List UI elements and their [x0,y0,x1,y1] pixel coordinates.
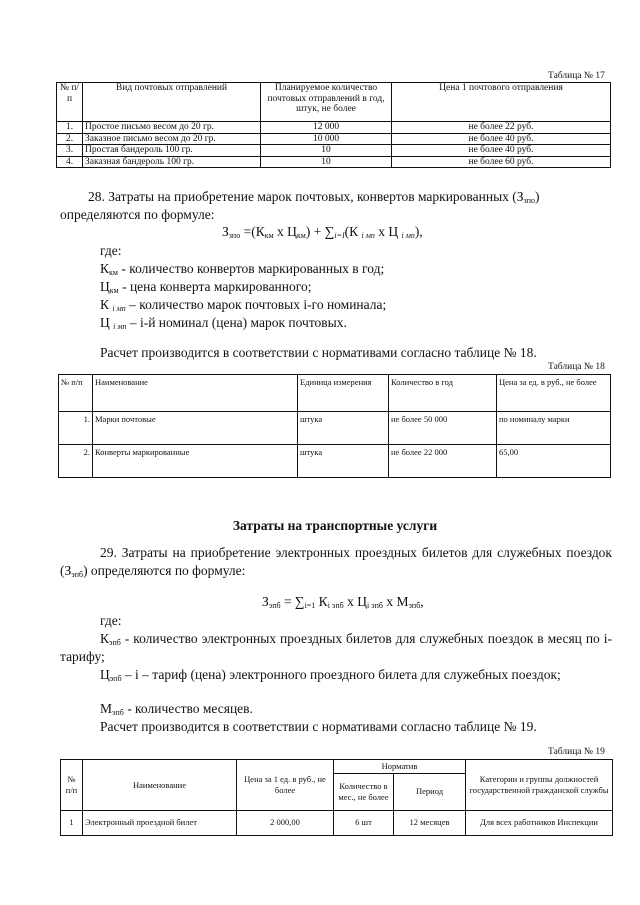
section28-def [100,296,386,314]
cell-price: не более 40 руб. [392,145,611,157]
formula-sub: км [296,231,306,240]
col-header-qty: Количество в мес., не более [334,773,394,810]
transport-calc: Расчет производится в соответствии с нормативами согласно таблице № 19. [100,719,537,734]
table-header-row [59,375,611,412]
col-header-period: Период [394,773,466,810]
table-row [61,810,613,835]
table-row [57,133,611,145]
section28-intro-end: ) [534,189,540,204]
def-symbol: К [100,631,110,646]
def-text: – количество марок почтовых i-го номинала; [125,297,387,312]
def-sub: эпб [112,708,124,717]
transport-p1-sub: эпб [71,569,84,579]
cell-qty: 6 шт [334,810,394,835]
formula-sub: i мп [361,231,375,240]
cell-type: Простое письмо весом до 20 гр. [83,122,261,134]
cell-name: Электронный проездной билет [83,810,237,835]
section28-formula [222,224,423,240]
section28-def [100,260,384,278]
cell-num: 3. [57,145,83,157]
formula-part: К [315,594,328,609]
table-row [57,156,611,168]
transport-def [60,630,612,665]
col-header-num: № п/п [57,83,83,122]
cell-num: 1. [57,122,83,134]
cell-price: по номиналу марки [497,412,611,445]
section28-def [100,278,311,296]
table-header-row [57,83,611,122]
formula-part: (К [344,224,362,239]
col-header-name: Наименование [83,760,237,811]
cell-price: не более 60 руб. [392,156,611,168]
formula-part: = ∑ [280,594,305,609]
table17-caption: Таблица № 17 [548,71,605,81]
cell-num: 1. [59,412,93,445]
col-header-unit: Единица измерения [298,375,389,412]
transport-def [100,700,253,718]
table19 [60,759,613,836]
def-text: – i – тариф (цена) электронного проездного билета для служебных поездок; [121,667,561,682]
cell-price: не более 40 руб. [392,133,611,145]
formula-part: З [262,594,269,609]
def-symbol: Ц [100,667,110,682]
formula-part: ), [414,224,423,239]
def-text: - цена конверта маркированного; [118,279,312,294]
table-row [59,445,611,478]
table-row [59,412,611,445]
col-header-qty: Количество в год [389,375,497,412]
cell-price: не более 22 руб. [392,122,611,134]
cell-num: 2. [59,445,93,478]
def-sub: i мп [113,322,127,331]
col-header-norm: Норматив [334,760,466,774]
table-row [57,145,611,157]
cell-qty: не более 50 000 [389,412,497,445]
formula-sub: эпб [408,601,421,610]
formula-sub: i=I [334,231,345,240]
formula-part: х Ц [374,224,402,239]
col-header-price: Цена за 1 ед. в руб., не более [237,760,334,811]
formula-sub: км [264,231,274,240]
formula-sub: i эпб [327,601,344,610]
cell-name: Марки почтовые [93,412,298,445]
section28-intro-line2: определяются по формуле: [60,207,215,222]
formula-part: х М [382,594,409,609]
table19-caption: Таблица № 19 [548,747,605,757]
section28-where: где: [100,243,122,258]
table17 [56,82,611,168]
cell-num: 2. [57,133,83,145]
table18-caption: Таблица № 18 [548,362,605,372]
cell-qty: 10 [261,156,392,168]
col-header-name: Наименование [93,375,298,412]
section28-calc: Расчет производится в соответствии с нормативами согласно таблице № 18. [100,345,537,360]
formula-part: х Ц [343,594,367,609]
cell-qty: 12 000 [261,122,392,134]
cell-unit: штука [298,412,389,445]
cell-unit: штука [298,445,389,478]
transport-p1-text: 29. Затраты на приобретение электронных проездных билетов для служебных поездок (З [60,545,612,578]
section28-def [100,314,347,332]
cell-num: 4. [57,156,83,168]
cell-price: 2 000,00 [237,810,334,835]
cell-qty: не более 22 000 [389,445,497,478]
section28-intro-sub: зпо [523,196,535,205]
def-sub: эпб [109,638,121,647]
formula-sub: i=1 [304,601,316,610]
transport-formula [262,594,424,610]
col-header-category: Категории и группы должностей государственной гражданской службы [466,760,613,811]
def-symbol: Ц [100,279,110,294]
formula-part: ) + ∑ [305,224,335,239]
table-row [57,122,611,134]
formula-part: З [222,224,229,239]
transport-p1-end: ) определяются по формуле: [83,562,246,578]
formula-sub: зпо [228,231,241,240]
col-header-price: Цена 1 почтового отправления [392,83,611,122]
def-symbol: М [100,701,113,716]
formula-sub: i мп [401,231,415,240]
col-header-price: Цена за ед. в руб., не более [497,375,611,412]
def-sub: км [109,268,118,277]
def-sub: км [109,286,119,295]
formula-part: х Ц [273,224,297,239]
formula-part: , [420,594,424,609]
def-symbol: Ц [100,315,114,330]
cell-type: Заказное письмо весом до 20 гр. [83,133,261,145]
def-text: – i-й номинал (цена) марок почтовых. [126,315,347,330]
cell-period: 12 месяцев [394,810,466,835]
transport-def [60,666,612,684]
table18 [58,374,611,478]
table-header-row [61,760,613,774]
transport-where: где: [100,613,122,628]
def-sub: i мп [112,304,126,313]
formula-sub: эпб [268,601,281,610]
formula-sub: i эпб [366,601,383,610]
cell-type: Простая бандероль 100 гр. [83,145,261,157]
cell-name: Конверты маркированные [93,445,298,478]
cell-price: 65,00 [497,445,611,478]
transport-paragraph [60,544,612,579]
section28-intro [88,188,618,206]
transport-heading: Затраты на транспортные услуги [232,518,438,533]
col-header-num: № п/п [61,760,83,811]
formula-part: =(К [240,224,265,239]
def-text: - количество месяцев. [123,701,253,716]
def-symbol: К [100,261,110,276]
def-text: - количество конвертов маркированных в год; [117,261,385,276]
def-text: - количество электронных проездных билетов для служебных поездок в месяц по i-тарифу; [60,631,612,664]
cell-num: 1 [61,810,83,835]
col-header-qty: Планируемое количество почтовых отправлений в год, штук, не более [261,83,392,122]
cell-qty: 10 000 [261,133,392,145]
cell-qty: 10 [261,145,392,157]
section28-intro-text: 28. Затраты на приобретение марок почтовых, конвертов маркированных (З [88,189,524,204]
cell-type: Заказная бандероль 100 гр. [83,156,261,168]
def-symbol: К [100,297,113,312]
def-sub: эпб [109,674,122,683]
cell-category: Для всех работников Инспекции [466,810,613,835]
col-header-type: Вид почтовых отправлений [83,83,261,122]
col-header-num: № п/п [59,375,93,412]
